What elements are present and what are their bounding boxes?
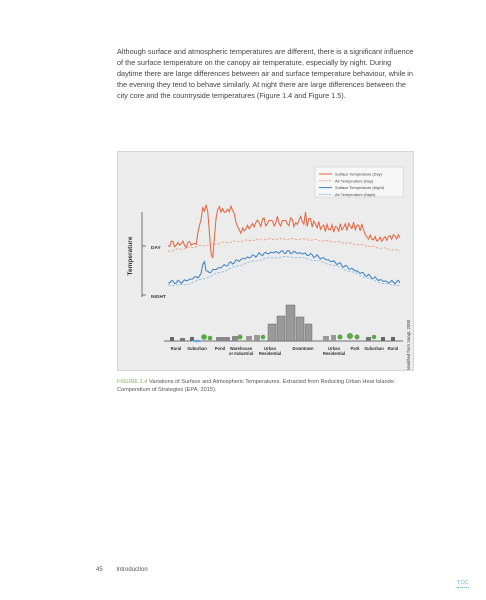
- figure-credit: Modified from Voogt, 2000: [406, 319, 411, 370]
- zone-label: Warehouse or Industrial: [228, 346, 254, 356]
- legend-entry: Surface Temperature (Day): [335, 171, 382, 177]
- page-number: 45: [96, 567, 103, 573]
- air-temperature-day-line: [168, 238, 400, 251]
- footer-section: Introduction: [116, 567, 148, 573]
- zone-label: Rural: [170, 346, 182, 351]
- figure-temperature-profile: [117, 151, 414, 371]
- legend-entry: Surface Temperature (Night): [335, 185, 385, 191]
- zone-label: Urban Residential: [258, 346, 282, 356]
- zone-labels: [171, 346, 399, 356]
- zone-label: Pond: [214, 346, 226, 351]
- zone-label: Rural: [387, 346, 399, 351]
- zone-label: Urban Residential: [322, 346, 346, 356]
- zone-label: Downtown: [292, 346, 314, 351]
- air-temperature-night-line: [168, 256, 400, 285]
- y-axis-label: Temperature: [127, 236, 134, 276]
- figure-caption: [117, 378, 417, 395]
- caption-text: Variations of Surface and Atmospheric Temperatures. Extracted from Reducing Urban Heat Islands: Compendium of Strategies (EPA, 2015).: [117, 379, 396, 394]
- toc-link[interactable]: TOC: [457, 580, 469, 586]
- pond-shape: [192, 340, 202, 343]
- caption-label: FIGURE 1.4: [117, 379, 148, 385]
- day-label: DAY: [151, 246, 161, 251]
- temperature-profile-graphic: [118, 152, 414, 371]
- legend-entry: Air Temperature (Day): [335, 178, 374, 184]
- legend-entry: Air Temperature (Night): [335, 191, 376, 197]
- zone-label: Park: [350, 346, 360, 351]
- surface-temperature-day-line: [168, 205, 400, 258]
- body-paragraph: Although surface and atmospheric temperatures are different, there is a significant influence of the surface temperature on the canopy air temperature, especially by night. During daytime there are large differences between air and surface temperature behaviour, while in the evening they tend to behave similarly. At night there are large differences between the city core and the countryside temperatures (Figure 1.4 and Figure 1.5).: [117, 47, 414, 100]
- night-label: NIGHT: [151, 295, 166, 300]
- zone-label: Suburban: [187, 346, 207, 351]
- zone-label: Suburban: [364, 346, 384, 351]
- page-footer: [96, 567, 148, 573]
